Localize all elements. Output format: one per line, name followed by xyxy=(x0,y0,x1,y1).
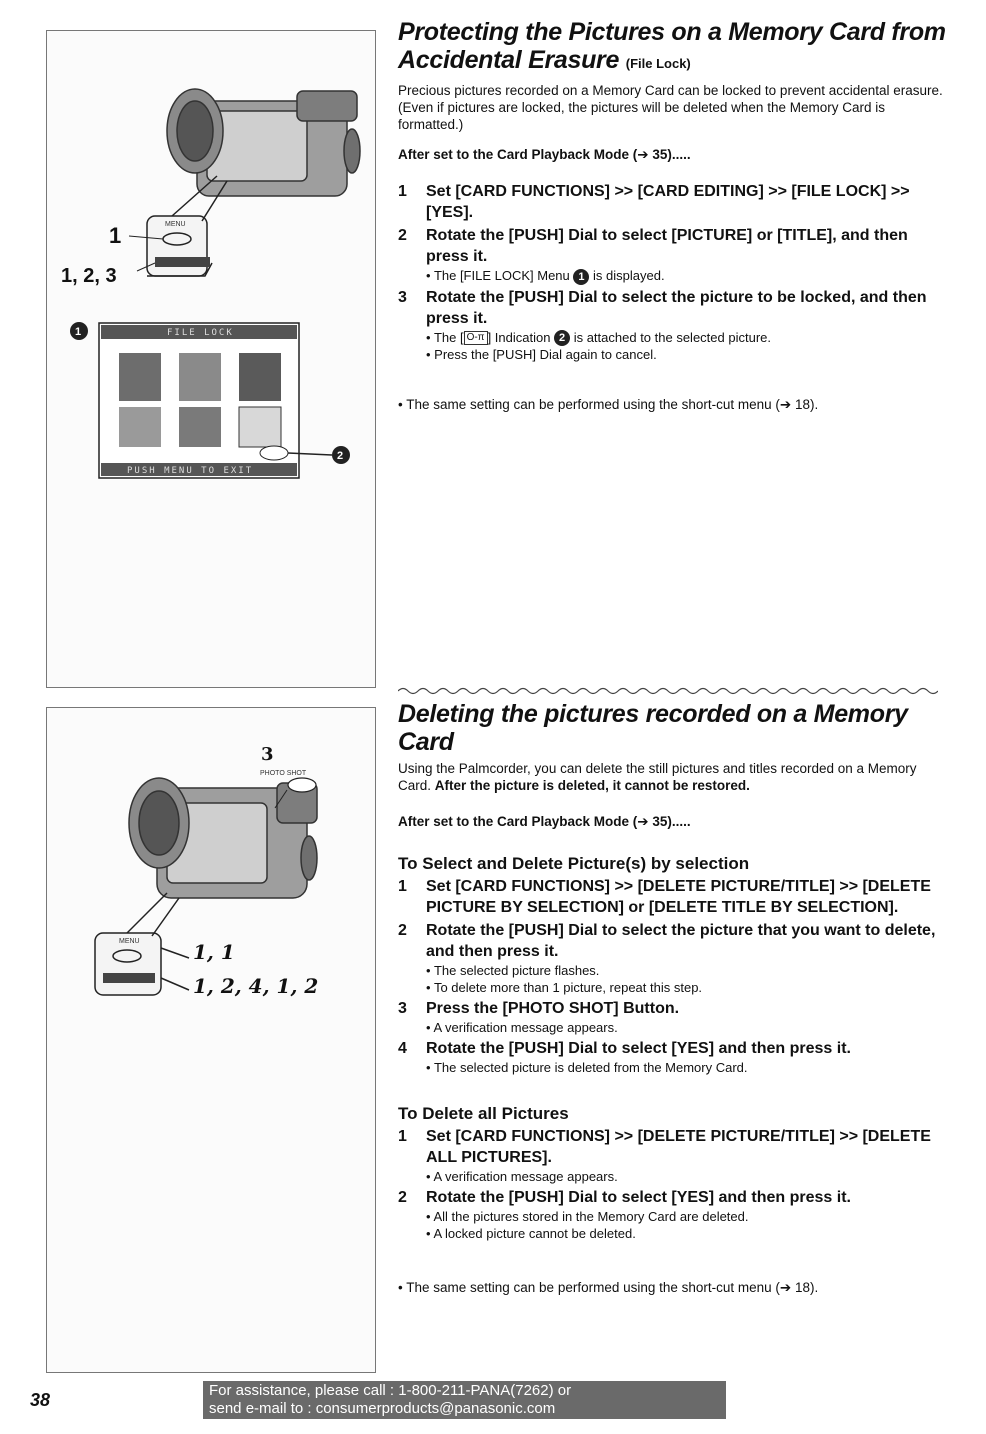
mode-prerequisite: After set to the Card Playback Mode (➔ 35)..... xyxy=(398,147,691,162)
lock-key-icon: O-π xyxy=(464,331,488,345)
support-phone: For assistance, please call : 1-800-211-PANA(7262) or xyxy=(209,1382,572,1399)
intro-text: Using the Palmcorder, you can delete the still pictures and titles recorded on a Memory Card. After the picture is deleted, it cannot be restored. xyxy=(398,761,917,793)
step-note: • A verification message appears. xyxy=(426,1020,618,1035)
step-note: • A verification message appears. xyxy=(426,1169,618,1184)
svg-text:1: 1 xyxy=(75,326,82,338)
shortcut-note: • The same setting can be performed using the short-cut menu (➔ 18). xyxy=(398,397,819,413)
page-number: 38 xyxy=(30,1390,51,1410)
step: 4 Rotate the [PUSH] Dial to select [YES] and then press it. xyxy=(398,1040,851,1057)
step-note: • Press the [PUSH] Dial again to cancel. xyxy=(426,347,657,363)
step-note: • The selected picture flashes. xyxy=(426,963,600,978)
camcorder-drawing xyxy=(167,89,360,196)
step: 2 Rotate the [PUSH] Dial to select [YES] and then press it. xyxy=(398,1189,851,1206)
step-note: • The selected picture is deleted from the Memory Card. xyxy=(426,1060,748,1075)
section-divider xyxy=(398,686,938,696)
step: 2 Rotate the [PUSH] Dial to select [PICTURE] or [TITLE], and then press it. xyxy=(398,227,908,265)
file-lock-illustration-panel xyxy=(46,30,376,688)
thumbnail xyxy=(119,353,161,401)
callout-steps-1-1: 1, 1 xyxy=(193,940,235,964)
screen-footer: PUSH MENU TO EXIT xyxy=(127,466,254,476)
push-dial-icon xyxy=(103,973,155,983)
section-title: Deleting the pictures recorded on a Memory Card xyxy=(398,700,908,756)
thumbnail xyxy=(179,407,221,447)
push-dial-icon xyxy=(155,257,210,267)
step-note: • All the pictures stored in the Memory Card are deleted. xyxy=(426,1209,749,1224)
camcorder-delete-illustration xyxy=(47,708,375,1372)
file-lock-screen xyxy=(99,323,332,478)
camcorder-file-lock-illustration xyxy=(47,31,375,687)
callout-step-3: 3 xyxy=(261,744,274,765)
thumbnail xyxy=(119,407,161,447)
intro-text: Precious pictures recorded on a Memory Card can be locked to prevent accidental erasure. (Even if pictures are locked, the pictures will be deleted when the Memory Card is formatted.) xyxy=(398,83,943,132)
marker-1-icon: 1 xyxy=(573,269,589,285)
section-title: Protecting the Pictures on a Memory Card from Accidental Erasure (File Lock) xyxy=(398,18,946,74)
thumbnail xyxy=(179,353,221,401)
marker-2-icon: 2 xyxy=(554,330,570,346)
subheading-delete-all: To Delete all Pictures xyxy=(398,1104,569,1123)
menu-label: MENU xyxy=(119,938,140,945)
thumbnail xyxy=(239,353,281,401)
step-note: • To delete more than 1 picture, repeat this step. xyxy=(426,980,703,995)
file-lock-section xyxy=(398,18,946,413)
step: 2 Rotate the [PUSH] Dial to select the picture that you want to delete, and then press it. xyxy=(398,922,936,960)
step: 1 Set [CARD FUNCTIONS] >> [DELETE PICTURE/TITLE] >> [DELETE ALL PICTURES]. xyxy=(398,1128,931,1166)
step-list xyxy=(398,181,946,363)
menu-label: MENU xyxy=(165,221,186,228)
callout-steps-1-2-3: 1, 2, 3 xyxy=(61,265,117,287)
thumbnail-selected xyxy=(239,407,281,447)
step: 1 Set [CARD FUNCTIONS] >> [CARD EDITING] >> [FILE LOCK] >> [YES]. xyxy=(398,183,910,221)
lock-indicator-icon xyxy=(260,446,288,460)
step: 3 Press the [PHOTO SHOT] Button. xyxy=(398,1000,680,1017)
delete-illustration-panel xyxy=(46,707,376,1373)
shortcut-note: • The same setting can be performed using the short-cut menu (➔ 18). xyxy=(398,1280,819,1295)
support-email: send e-mail to : consumerproducts@panasonic.com xyxy=(209,1400,556,1417)
mode-prerequisite: After set to the Card Playback Mode (➔ 35)..... xyxy=(398,814,691,829)
photo-shot-label: PHOTO SHOT xyxy=(260,770,307,777)
camcorder-drawing xyxy=(129,778,317,898)
step-note: • A locked picture cannot be deleted. xyxy=(426,1226,636,1241)
step-note: • The [ O-π ] Indication 2 is attached to the selected picture. xyxy=(426,329,771,345)
step: 1 Set [CARD FUNCTIONS] >> [DELETE PICTURE/TITLE] >> [DELETE PICTURE BY SELECTION] or [DELETE TITLE BY SELECTION]. xyxy=(398,878,931,916)
step-note: • The [FILE LOCK] Menu 1 is displayed. xyxy=(426,268,665,283)
step: 3 Rotate the [PUSH] Dial to select the picture to be locked, and then press it. xyxy=(398,288,927,327)
support-contact-bar xyxy=(203,1381,726,1419)
svg-text:2: 2 xyxy=(337,450,344,462)
callout-steps-1-2-4-1-2: 1, 2, 4, 1, 2 xyxy=(193,974,319,998)
subheading-select-delete: To Select and Delete Picture(s) by selection xyxy=(398,854,750,873)
callout-step-1: 1 xyxy=(109,223,122,248)
delete-pictures-section xyxy=(398,700,946,1296)
screen-header: FILE LOCK xyxy=(167,328,234,338)
photo-shot-button-icon xyxy=(288,778,316,792)
